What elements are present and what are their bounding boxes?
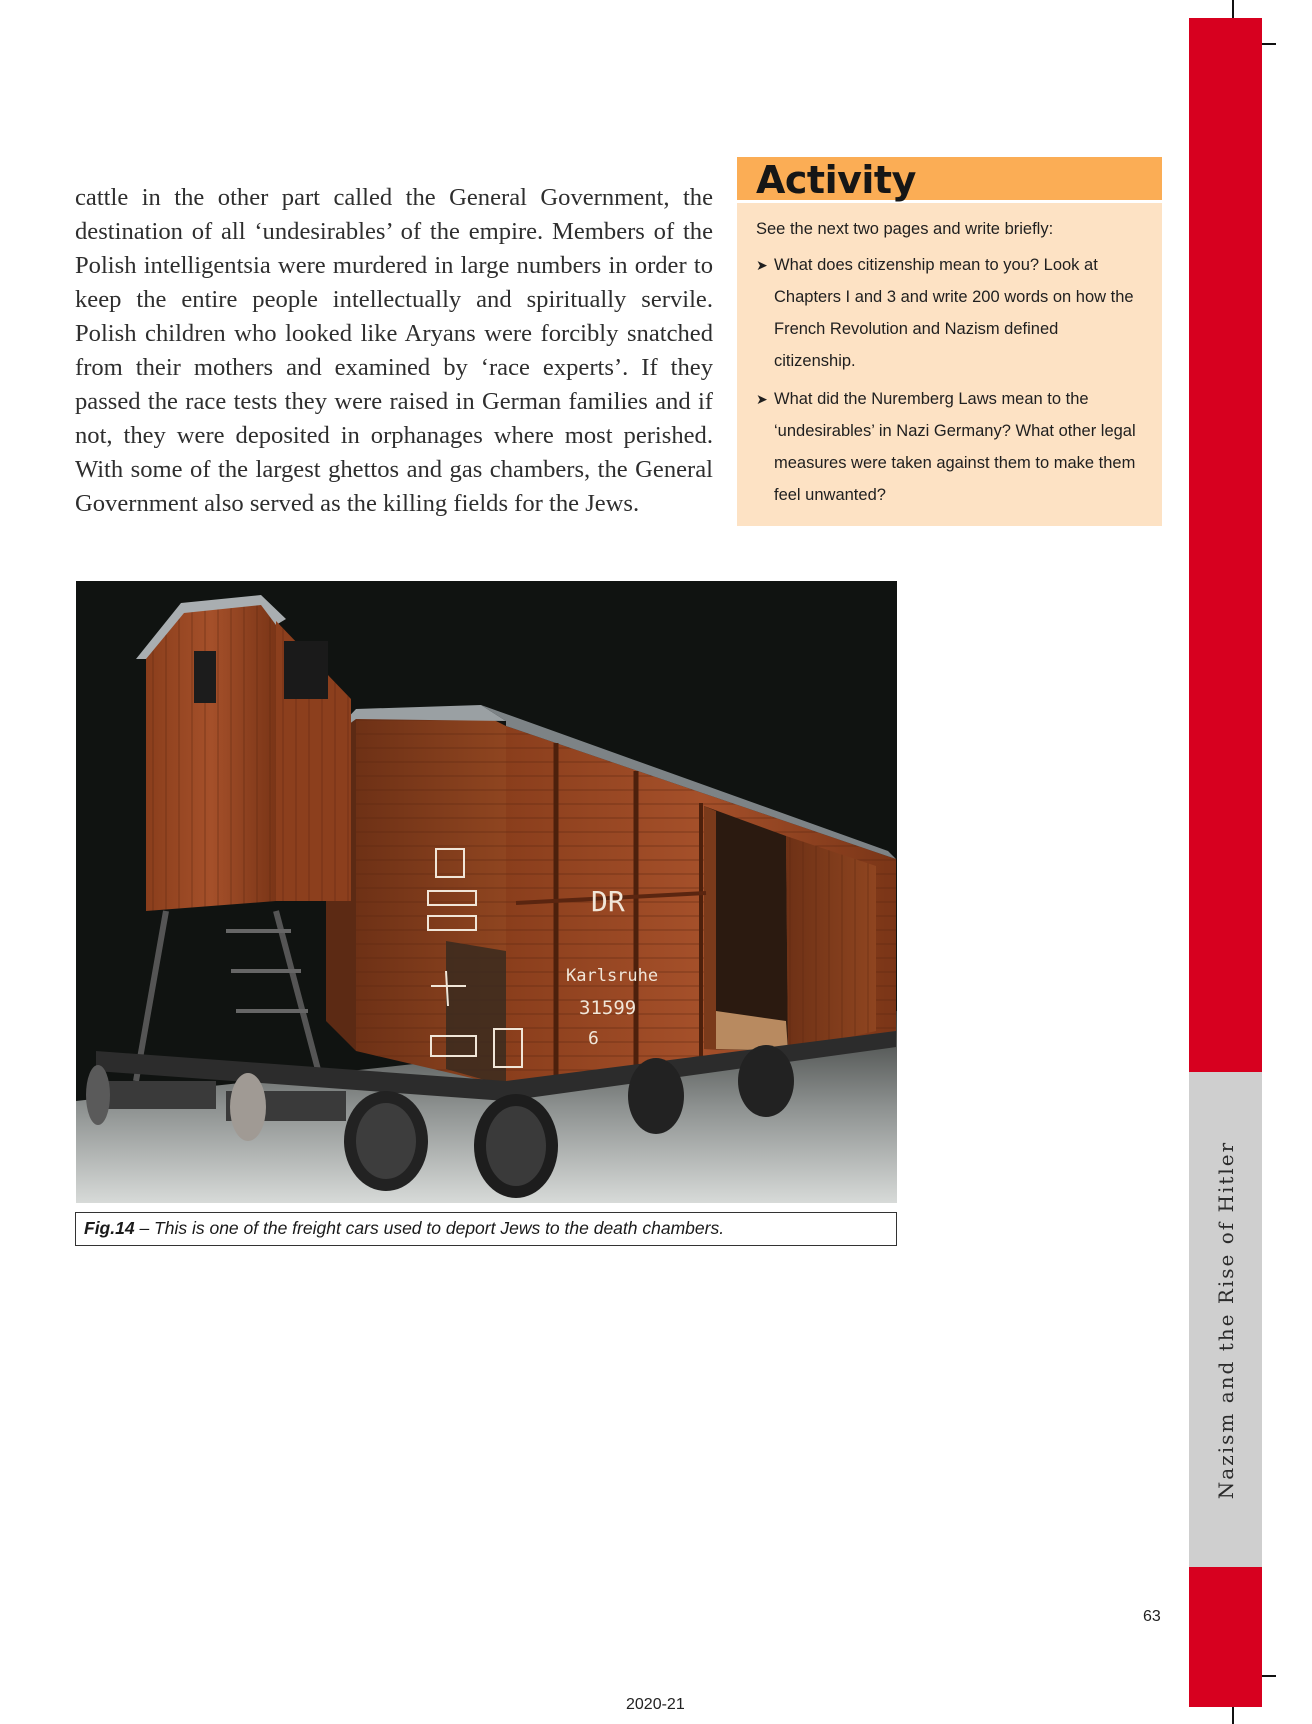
arrowhead-bullet-icon: ➤	[756, 391, 768, 407]
arrowhead-bullet-icon: ➤	[756, 257, 768, 273]
edition-year: 2020-21	[626, 1696, 685, 1713]
wagon-marking-number: 31599	[579, 997, 637, 1019]
wagon-marking-dr: DR	[591, 885, 625, 918]
activity-intro: See the next two pages and write briefly:	[756, 220, 1054, 238]
wagon-marking-digit: 6	[588, 1028, 599, 1049]
page-number: 63	[1143, 1608, 1161, 1625]
activity-question-text: What did the Nuremberg Laws mean to the ‘undesirables’ in Nazi Germany? What other legal measures were taken against them to make them feel unwanted?	[774, 390, 1136, 504]
activity-question	[756, 249, 1143, 377]
sidebar-red-top	[1189, 18, 1262, 1072]
activity-header	[737, 157, 1162, 203]
activity-box	[737, 157, 1162, 526]
figure-caption	[75, 1212, 897, 1246]
activity-question	[756, 383, 1143, 511]
body-paragraph: cattle in the other part called the General Government, the destination of all ‘undesirables’ of the empire. Members of the Polish intelligentsia were murdered in large numbers in order to keep the entire people intellectually and spiritually servile. Polish children who looked like Aryans were forcibly snatched from their mothers and examined by ‘race experts’. If they passed the race tests they were raised in German families and if not, they were deposited in orphanages where most perished. With some of the largest ghettos and gas chambers, the General Government also served as the killing fields for the Jews.	[75, 183, 713, 517]
activity-body	[737, 203, 1162, 511]
wagon-marking-city: Karlsruhe	[566, 966, 659, 986]
crop-mark	[1262, 1675, 1276, 1677]
crop-mark	[1232, 0, 1234, 18]
activity-question-text: What does citizenship mean to you? Look at Chapters I and 3 and write 200 words on how the French Revolution and Nazism defined citizenship.	[774, 256, 1134, 370]
activity-title: Activity	[756, 158, 916, 202]
figure-label: Fig.14	[84, 1218, 135, 1238]
crop-mark	[1232, 1707, 1234, 1724]
crop-mark	[1262, 43, 1276, 45]
freight-car-photo	[76, 581, 897, 1203]
sidebar-red-bottom	[1189, 1567, 1262, 1707]
chapter-title-vertical: Nazism and the Rise of Hitler	[1214, 1140, 1238, 1500]
figure-caption-text: – This is one of the freight cars used to deport Jews to the death chambers.	[134, 1218, 725, 1238]
